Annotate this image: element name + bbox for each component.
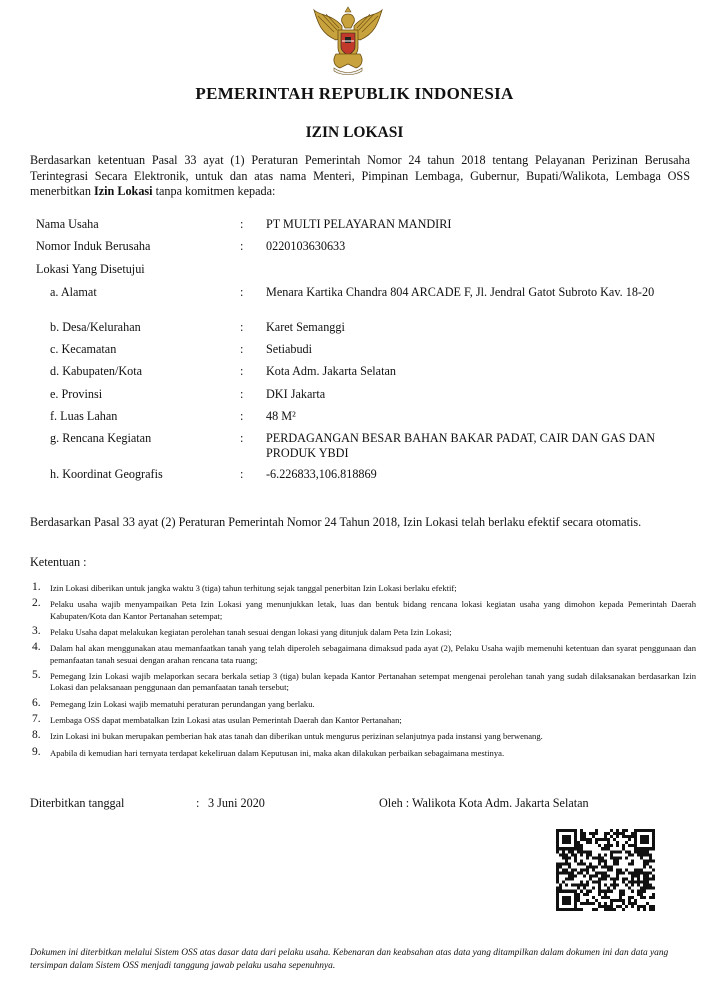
kecamatan-label: c. Kecamatan [50,342,117,356]
list-item-text: Pemegang Izin Lokasi wajib melaporkan secara berkala setiap 3 (tiga) bulan kepada Kantor Pertanahan setempat mengenai perolehan tanah yang sudah dilaksanakan berdasarkan Izin Lokasi dan pelaksanaan penggunaan dan pemanfaatan tanah tersebut; [50,670,696,693]
government-title: PEMERINTAH REPUBLIK INDONESIA [195,84,514,103]
alamat-value: Menara Kartika Chandra 804 ARCADE F, Jl. Jendral Gatot Subroto Kav. 18-20 [266,285,655,299]
list-item-text: Dalam hal akan menggunakan atau memanfaatkan tanah yang telah diperoleh sebagaimana dimaksud pada ayat (2), Pelaku Usaha wajib memenuhi ketentuan dan syarat penggunaan dan pemanfaatan tanah sesuai dengan arahan rencana tata ruang; [50,643,696,665]
lokasi-label: Lokasi Yang Disetujui [36,262,145,276]
list-item [32,583,696,594]
desa-colon: : [240,320,244,334]
list-item [32,624,696,638]
nama-usaha-value: PT MULTI PELAYARAN MANDIRI [266,217,452,231]
kecamatan-value: Setiabudi [266,342,313,356]
list-item-text: Apabila di kemudian hari ternyata terdapat kekeliruan dalam Keputusan ini, maka akan dilakukan perbaikan sebagaimana mestinya. [50,747,505,758]
qr-code-icon [556,829,655,911]
list-item [32,643,696,665]
issued-date-label: Diterbitkan tanggal [30,796,125,810]
rencana-colon: : [240,431,244,445]
desa-value: Karet Semanggi [266,320,345,334]
issued-by: Oleh : Walikota Kota Adm. Jakarta Selatan [379,796,589,810]
luas-label: f. Luas Lahan [50,409,118,423]
intro-text: Berdasarkan ketentuan Pasal 33 ayat (1) Peraturan Pemerintah Nomor 24 tahun 2018 tentang Pelayanan Perizinan Berusaha Terintegrasi Secara Elektronik, untuk dan atas nama Menteri, Pimpinan Lembaga, Gubernur, Bupati/Walikota, Lembaga OSS menerbitkan [30,153,690,198]
rencana-label: g. Rencana Kegiatan [50,431,152,445]
rencana-value: PERDAGANGAN BESAR BAHAN BAKAR PADAT, CAIR DAN GAS DAN PRODUK YBDI [266,431,656,460]
list-item [32,712,696,726]
alamat-colon: : [240,285,244,299]
nib-label: Nomor Induk Berusaha [36,239,151,253]
footer-disclaimer: Dokumen ini diterbitkan melalui Sistem OSS atas dasar data dari pelaku usaha. Kebenaran dan keabsahan atas data yang ditampilkan dalam dokumen ini dan data yang tersimpan dalam Sistem OSS menjadi tanggung jawab pelaku usaha sepenuhnya. [30,948,669,971]
list-item [32,731,696,742]
list-item [32,599,696,621]
intro-paragraph [30,153,690,200]
desa-label: b. Desa/Kelurahan [50,320,141,334]
list-item-text: Pelaku Usaha dapat melakukan kegiatan perolehan tanah sesuai dengan lokasi yang ditunjuk dalam Peta Izin Lokasi; [50,626,452,637]
list-item [32,745,696,759]
document-title: IZIN LOKASI [305,124,404,141]
kabupaten-label: d. Kabupaten/Kota [50,364,143,378]
list-item-text: Pemegang Izin Lokasi wajib mematuhi peraturan perundangan yang berlaku. [50,698,315,709]
koordinat-value: -6.226833,106.818869 [266,467,377,481]
nib-colon: : [240,239,244,253]
effective-paragraph: Berdasarkan Pasal 33 ayat (2) Peraturan Pemerintah Nomor 24 Tahun 2018, Izin Lokasi telah berlaku efektif secara otomatis. [30,515,642,529]
luas-value: 48 M² [266,409,296,423]
list-item-number: 8. [32,729,41,742]
list-item-number: 4. [32,641,41,654]
issued-date-colon: : [196,796,200,810]
issued-date-value: 3 Juni 2020 [208,796,265,810]
kabupaten-value: Kota Adm. Jakarta Selatan [266,364,396,378]
luas-colon: : [240,409,244,423]
list-item-number: 6. [32,696,41,709]
list-item-text: Pelaku usaha wajib menyampaikan Peta Izin Lokasi yang menunjukkan letak, luas dan bentuk bidang rencana lokasi kegiatan usaha yang dimohon kepada Pemerintah Daerah Kabupaten/Kota dan Kantor Pertanahan setempat; [50,599,696,621]
kecamatan-colon: : [240,342,244,356]
list-item-text: Izin Lokasi ini bukan merupakan pemberian hak atas tanah dan diberikan untuk mengurus perizinan selanjutnya pada instansi yang berwenang. [50,731,543,742]
koordinat-colon: : [240,467,244,481]
list-item-number: 9. [32,745,41,758]
list-item-number: 2. [32,597,41,610]
provinsi-value: DKI Jakarta [266,387,326,401]
intro-bold-term: Izin Lokasi [93,184,153,198]
list-item-text: Izin Lokasi diberikan untuk jangka waktu 3 (tiga) tahun terhitung sejak tanggal penerbitan Izin Lokasi berlaku efektif; [50,583,457,593]
list-item-number: 7. [32,712,41,725]
intro-text-end: tanpa komitmen kepada: [152,184,276,198]
list-item-number: 5. [32,668,41,681]
nama-usaha-colon: : [240,217,244,231]
list-item [32,668,696,693]
nib-value: 0220103630633 [266,239,346,253]
alamat-label: a. Alamat [50,285,97,299]
list-item [32,696,696,710]
provinsi-label: e. Provinsi [50,387,103,401]
kabupaten-colon: : [240,364,244,378]
list-item-number: 1. [32,581,41,593]
ketentuan-list [32,583,696,764]
list-item-number: 3. [32,624,41,637]
koordinat-label: h. Koordinat Geografis [50,467,163,481]
ketentuan-heading: Ketentuan : [30,555,87,569]
garuda-emblem-icon [312,4,384,76]
list-item-text: Lembaga OSS dapat membatalkan Izin Lokasi atas usulan Pemerintah Daerah dan Kantor Pertanahan; [50,714,402,725]
nama-usaha-label: Nama Usaha [36,217,99,231]
provinsi-colon: : [240,387,244,401]
